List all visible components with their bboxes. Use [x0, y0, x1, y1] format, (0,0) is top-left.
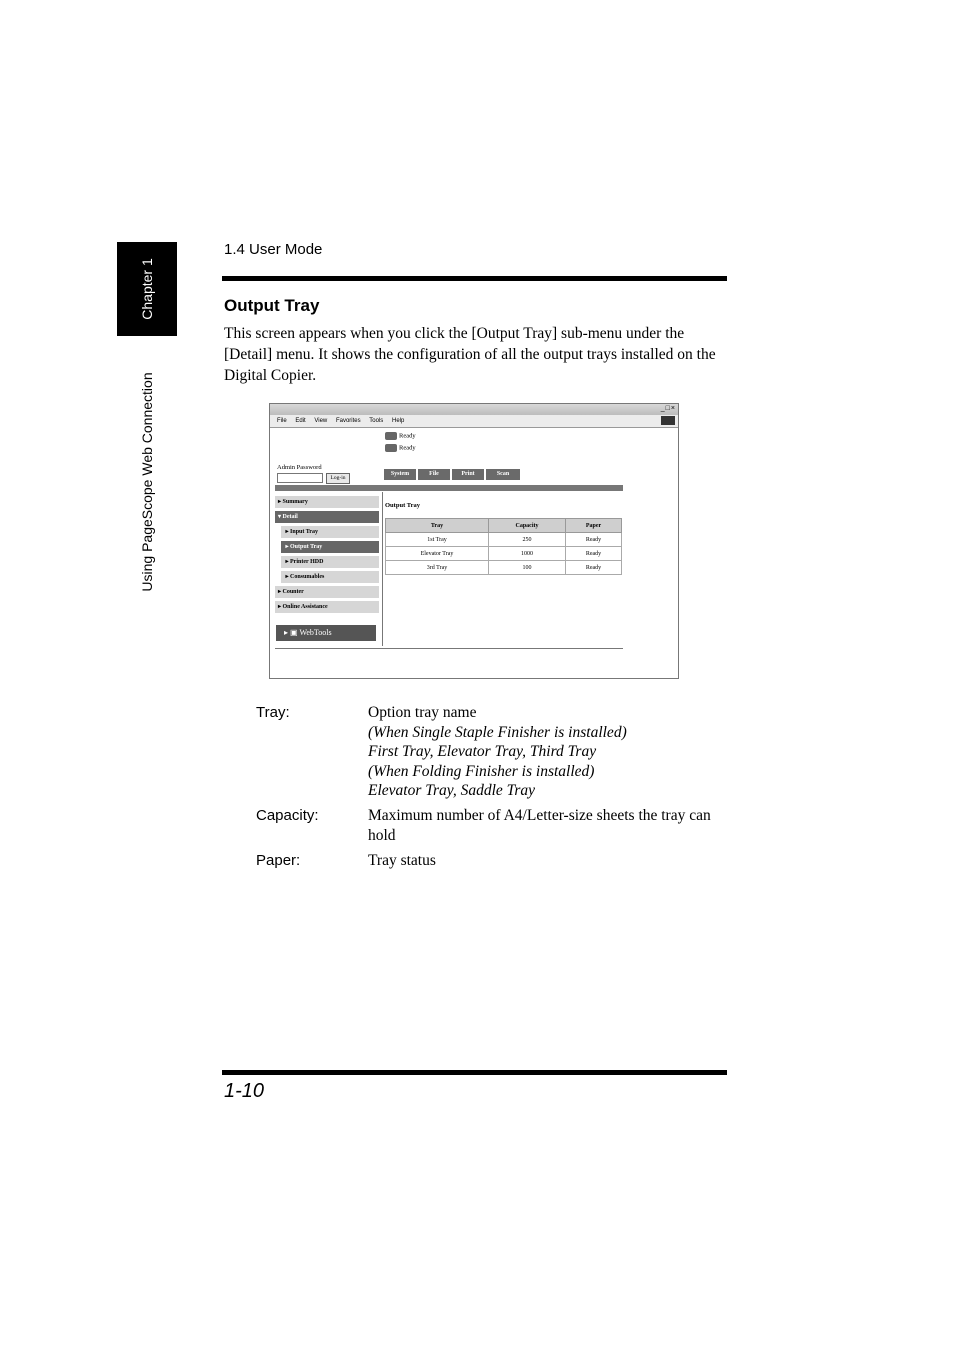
intro-paragraph: This screen appears when you click the [Output Tray] sub-menu under the [Detail] menu. It shows the configuration of all the output trays installed on the Digital Copier. — [224, 325, 716, 384]
browser-logo-icon — [661, 416, 675, 425]
table-row: 3rd Tray 100 Ready — [386, 561, 622, 575]
admin-password-label: Admin Password — [277, 464, 322, 471]
tab-file[interactable]: File — [418, 469, 450, 480]
footer-rule — [222, 1070, 727, 1075]
tab-print[interactable]: Print — [452, 469, 484, 480]
content-bottom-rule — [275, 648, 623, 649]
sidebar-item-online-assistance[interactable]: ▸ Online Assistance — [275, 601, 379, 613]
browser-menubar — [270, 415, 678, 428]
page-number: 1-10 — [224, 1080, 265, 1102]
scanner-icon — [385, 444, 397, 452]
sidebar-item-detail[interactable]: ▾ Detail — [275, 511, 379, 523]
section-header: 1.4 User Mode — [224, 241, 323, 258]
tray-table — [385, 518, 622, 575]
printer-icon — [385, 432, 397, 440]
login-button[interactable]: Log-in — [326, 473, 350, 484]
term-capacity: Capacity: — [256, 807, 319, 824]
col-tray: Tray — [386, 519, 489, 533]
sidebar-item-counter[interactable]: ▸ Counter — [275, 586, 379, 598]
table-row: 1st Tray 250 Ready — [386, 533, 622, 547]
header-bar — [275, 485, 623, 491]
header-rule — [222, 276, 727, 281]
term-tray: Tray: — [256, 704, 290, 721]
sidebar-item-printer-hdd[interactable]: ▸ Printer HDD — [281, 556, 379, 568]
window-buttons[interactable]: _□× — [660, 405, 676, 412]
admin-password-input[interactable] — [277, 473, 323, 483]
status-line-printer: Ready — [385, 432, 416, 440]
tab-scan[interactable]: Scan — [486, 469, 520, 480]
sidebar-item-output-tray[interactable]: ▸ Output Tray — [281, 541, 379, 553]
table-row: Elevator Tray 1000 Ready — [386, 547, 622, 561]
tab-system[interactable]: System — [384, 469, 416, 480]
menu-view[interactable]: View — [314, 418, 328, 424]
col-paper: Paper — [566, 519, 622, 533]
browser-screenshot — [269, 403, 679, 679]
sidebar-item-input-tray[interactable]: ▸ Input Tray — [281, 526, 379, 538]
side-title-text: Using PageScope Web Connection — [139, 372, 155, 592]
sidebar-item-consumables[interactable]: ▸ Consumables — [281, 571, 379, 583]
webtools-button[interactable]: ▸ ▣ WebTools — [276, 625, 376, 641]
sidebar-item-summary[interactable]: ▸ Summary — [275, 496, 379, 508]
chapter-tab — [117, 242, 177, 336]
chapter-label: Chapter 1 — [139, 258, 155, 320]
content-title: Output Tray — [385, 502, 420, 509]
menu-file[interactable]: File — [277, 418, 287, 424]
menu-help[interactable]: Help — [391, 418, 405, 424]
def-paper: Tray status — [368, 852, 436, 869]
def-capacity: Maximum number of A4/Letter-size sheets the tray can hold — [368, 807, 711, 844]
menu-tools[interactable]: Tools — [369, 418, 384, 424]
col-capacity: Capacity — [489, 519, 566, 533]
side-title — [117, 352, 177, 612]
table-header-row — [386, 519, 622, 533]
term-paper: Paper: — [256, 852, 301, 869]
status-line-scanner: Ready — [385, 444, 416, 452]
page-heading: Output Tray — [224, 296, 320, 315]
def-tray: Option tray name (When Single Staple Finisher is installed) First Tray, Elevator Tray, Third Tray (When Folding Finisher is installed) Elevator Tray, Saddle Tray — [368, 704, 627, 799]
menu-favorites[interactable]: Favorites — [335, 418, 361, 424]
content-divider — [382, 492, 383, 646]
window-titlebar — [270, 404, 678, 415]
menu-edit[interactable]: Edit — [295, 418, 306, 424]
